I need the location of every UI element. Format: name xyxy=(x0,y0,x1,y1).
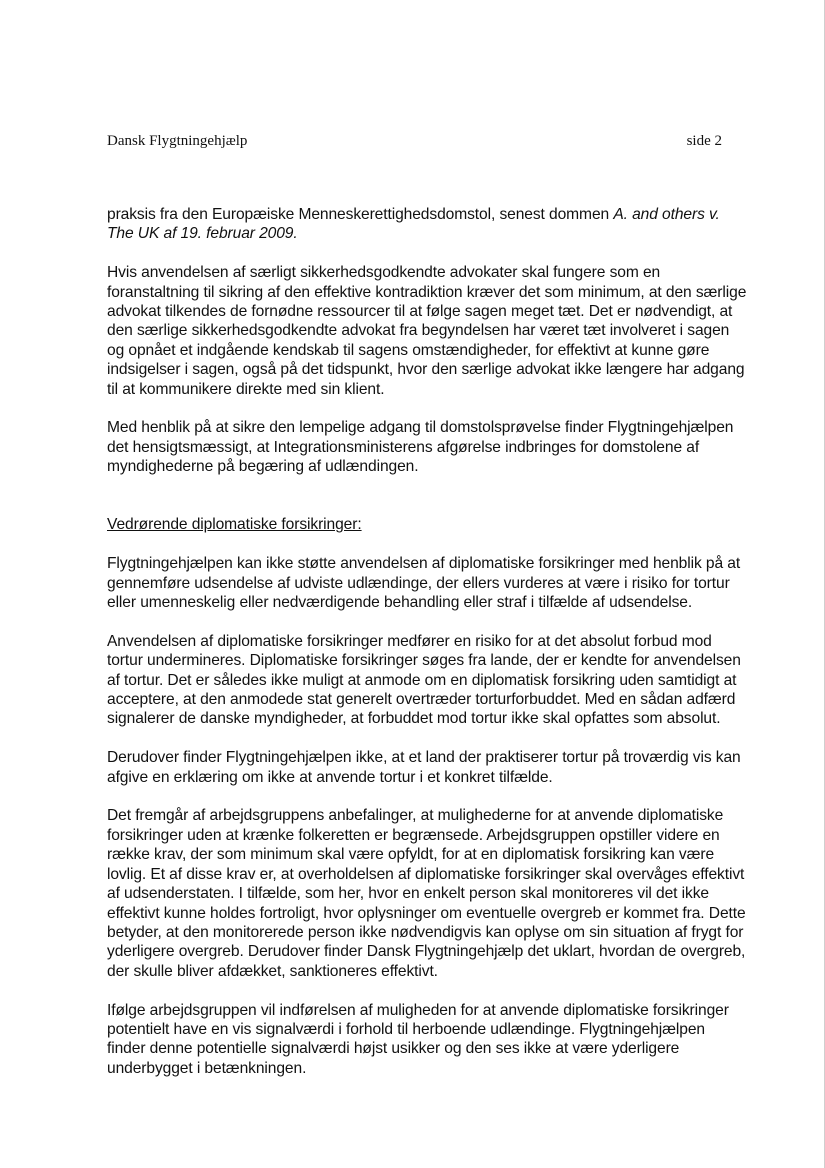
paragraph-1-text: praksis fra den Europæiske Menneskerettighedsdomstol, senest dommen xyxy=(107,206,614,223)
paragraph-4: Flygtningehjælpen kan ikke støtte anvendelsen af diplomatiske forsikringer med henblik på at gennemføre udsendelse af udviste udlændinge, der ellers vurderes at være i risiko for tortur eller umenneskelig eller nedværdigende behandling eller straf i tilfælde af udsendelse. xyxy=(107,555,741,612)
paragraph-7: Det fremgår af arbejdsgruppens anbefalinger, at mulighederne for at anvende diplomatiske forsikringer uden at krænke folkeretten er begrænsede. Arbejdsgruppen opstiller videre en række krav, der som minimum skal være opfyldt, for at en diplomatisk forsikring kan være lovlig. Et af disse krav er, at overholdelsen af diplomatiske forsikringer skal overvåges effektivt af udsenderstaten. I tilfælde, som her, hvor en enkelt person skal monitoreres vil det ikke effektivt kunne holdes fortroligt, hvor oplysninger om eventuelle overgreb er kommet fra. Dette betyder, at den monitorerede person ikke nødvendigvis kan oplyse om sin situation af frygt for yderligere overgreb. Derudover finder Dansk Flygtningehjælp det uklart, hvordan de overgreb, der skulle bliver afdækket, sanktioneres effektivt. xyxy=(107,807,746,980)
paragraph-1 xyxy=(107,205,747,244)
section-heading: Vedrørende diplomatiske forsikringer: xyxy=(107,516,362,534)
document-body xyxy=(107,205,747,1098)
paragraph-3: Med henblik på at sikre den lempelige adgang til domstolsprøvelse finder Flygtningehjælpen det hensigtsmæssigt, at Integrationsministerens afgørelse indbringes for domstolene af myndighederne på begæring af udlændingen. xyxy=(107,419,734,476)
page-number: side 2 xyxy=(686,133,722,149)
paragraph-8: Ifølge arbejdsgruppen vil indførelsen af muligheden for at anvende diplomatiske forsikringer potentielt have en vis signalværdi i forhold til herboende udlændinge. Flygtningehjælpen finder denne potentielle signalværdi højst usikker og den ses ikke at være yderligere underbygget i betænkningen. xyxy=(107,1001,729,1077)
page-header xyxy=(107,133,722,150)
paragraph-5: Anvendelsen af diplomatiske forsikringer medfører en risiko for at det absolut forbud mod tortur undermineres. Diplomatiske forsikringer søges fra lande, der er kendte for anvendelsen af tortur. Det er således ikke muligt at anmode om en diplomatisk forsikring uden samtidigt at acceptere, at den anmodede stat generelt overtræder torturforbuddet. Med en sådan adfærd signalerer de danske myndigheder, at forbuddet mod tortur ikke skal opfattes som absolut. xyxy=(107,632,741,728)
case-citation: A. and others v. The UK af 19. februar 2009. xyxy=(107,206,720,243)
paragraph-2: Hvis anvendelsen af særligt sikkerhedsgodkendte advokater skal fungere som en foranstaltning til sikring af den effektive kontradiktion kræver det som minimum, at den særlige advokat tilkendes de fornødne ressourcer til at følge sagen meget tæt. Det er nødvendigt, at den særlige sikkerhedsgodkendte advokat fra begyndelsen har været tæt involveret i sagen og opnået et indgående kendskab til sagens omstændigheder, for effektivt at kunne gøre indsigelser i sagen, også på det tidspunkt, hvor den særlige advokat ikke længere har adgang til at kommunikere direkte med sin klient. xyxy=(107,264,747,398)
paragraph-6: Derudover finder Flygtningehjælpen ikke, at et land der praktiserer tortur på troværdig vis kan afgive en erklæring om ikke at anvende tortur i et konkret tilfælde. xyxy=(107,749,741,786)
organization-name: Dansk Flygtningehjælp xyxy=(107,133,248,149)
